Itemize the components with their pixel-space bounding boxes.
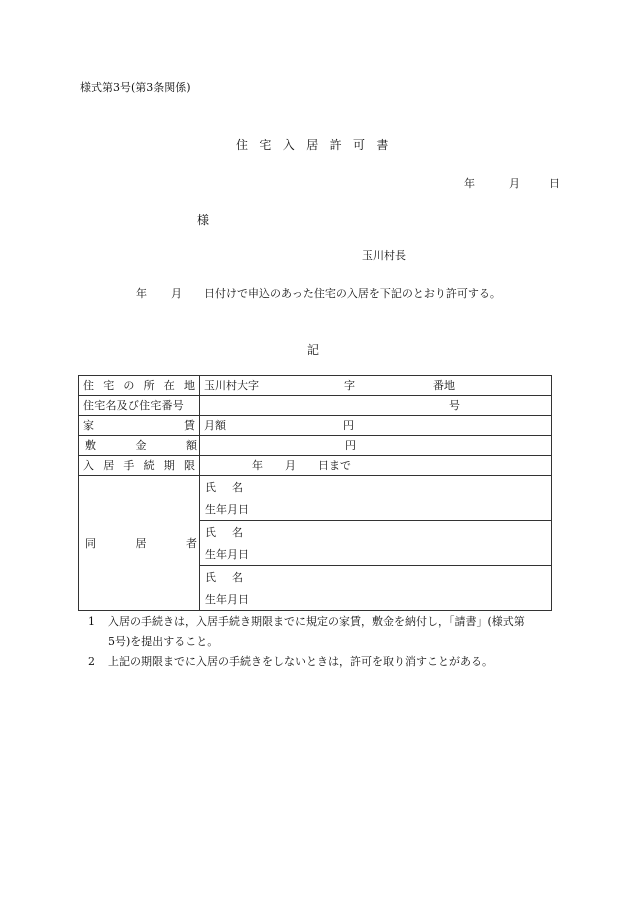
- deadline-year-label: 年: [252, 459, 263, 472]
- birthdate-label: 生年月日: [205, 592, 249, 606]
- table-row: [79, 396, 552, 416]
- name-label: 氏 名: [205, 570, 243, 584]
- aza-label: 字: [344, 379, 355, 392]
- cohabitant-entry-2: [200, 521, 552, 566]
- deposit-value-cell: [200, 436, 552, 456]
- address-value-cell: [200, 376, 552, 396]
- rent-label-cell: 家 賃: [79, 416, 200, 436]
- birthdate-label: 生年月日: [205, 547, 249, 561]
- body-text: 日付けで申込のあった住宅の入居を下記のとおり許可する。: [204, 287, 501, 300]
- permission-statement: [136, 288, 501, 299]
- go-label: 号: [449, 399, 460, 412]
- date-month-label: 月: [509, 177, 520, 190]
- rent-yen-label: 円: [343, 419, 354, 432]
- monthly-label: 月額: [204, 419, 226, 432]
- house-name-value-cell: [200, 396, 552, 416]
- document-title: 住宅入居許可書: [236, 138, 400, 152]
- deadline-month-label: 月: [285, 459, 296, 472]
- date-day-label: 日: [549, 177, 560, 190]
- issue-date: [464, 178, 560, 189]
- body-month-label: 月: [171, 287, 182, 300]
- note-item-continued: 5号)を提出すること。: [108, 635, 219, 648]
- date-year-label: 年: [464, 177, 475, 190]
- form-number-label: 様式第3号(第3条関係): [80, 81, 191, 94]
- deposit-label-cell: 敷 金 額: [79, 436, 200, 456]
- rent-value-cell: [200, 416, 552, 436]
- table-row: [79, 476, 552, 521]
- table-row: [79, 456, 552, 476]
- address-label-cell: 住 宅 の 所 在 地: [79, 376, 200, 396]
- note-item: 2 上記の期限までに入居の手続きをしないときは，許可を取り消すことがある。: [88, 655, 493, 668]
- birthdate-label: 生年月日: [205, 502, 249, 516]
- house-name-label-cell: 住宅名及び住宅番号: [79, 396, 200, 416]
- banchi-label: 番地: [433, 379, 455, 392]
- issuer-name: 玉川村長: [362, 249, 406, 262]
- details-table: [78, 375, 552, 611]
- table-row: [79, 376, 552, 396]
- table-row: [79, 436, 552, 456]
- deadline-label-cell: 入 居 手 続 期 限: [79, 456, 200, 476]
- cohabitant-entry-1: [200, 476, 552, 521]
- cohabitant-entry-3: [200, 566, 552, 611]
- address-prefix: 玉川村大字: [204, 379, 259, 392]
- note-item: 1 入居の手続きは，入居手続き期限までに規定の家賃，敷金を納付し，「請書」(様式第: [88, 615, 525, 628]
- name-label: 氏 名: [205, 525, 243, 539]
- notes: [88, 612, 558, 672]
- deadline-value-cell: [200, 456, 552, 476]
- cohabitant-label-cell: 同 居 者: [79, 476, 200, 611]
- name-label: 氏 名: [205, 480, 243, 494]
- ki-heading: 記: [307, 343, 320, 357]
- addressee-honorific: 様: [197, 213, 210, 227]
- body-year-label: 年: [136, 287, 147, 300]
- deposit-yen-label: 円: [345, 439, 356, 452]
- table-row: [79, 416, 552, 436]
- deadline-until-label: 日まで: [318, 459, 351, 472]
